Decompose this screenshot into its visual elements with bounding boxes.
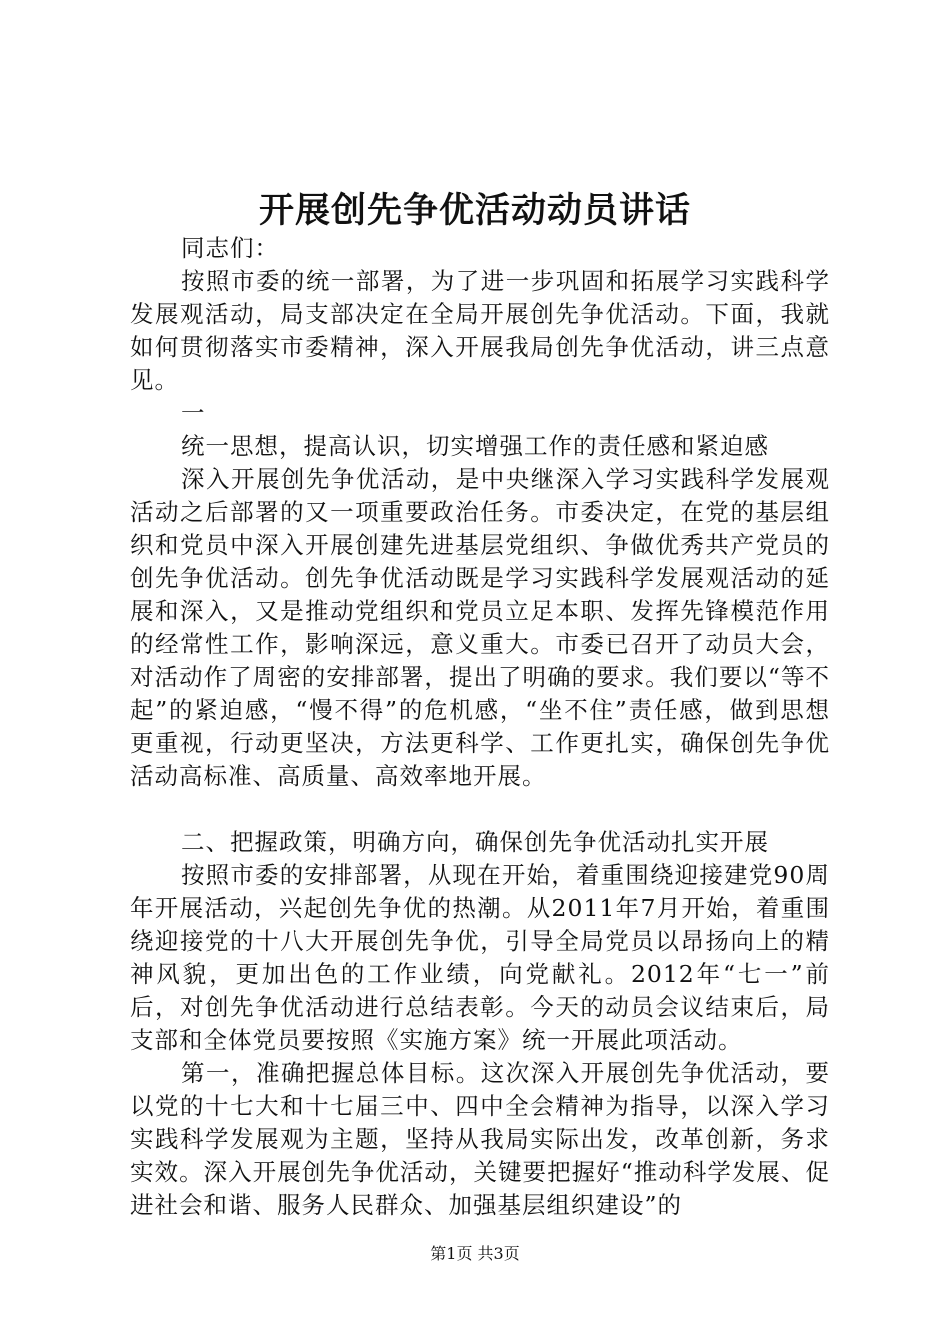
paragraph-first-point: 第一，准确把握总体目标。这次深入开展创先争优活动，要以党的十七大和十七届三中、四中全会精神为指导，以深入学习实践科学发展观为主题，坚持从我局实际出发，改革创新，务求实效。深入开展创先争优活动，关键要把握好“推动科学发展、促进社会和谐、服务人民群众、加强基层组织建设”的 (130, 1059, 830, 1219)
page-footer: 第1页 共3页 (430, 1244, 520, 1263)
section-heading-2: 二、把握政策，明确方向，确保创先争优活动扎实开展 (181, 828, 769, 856)
section-heading-1: 统一思想，提高认识，切实增强工作的责任感和紧迫感 (181, 432, 769, 460)
paragraph-section-2: 按照市委的安排部署，从现在开始，着重围绕迎接建党90周年开展活动，兴起创先争优的热潮。从2011年7月开始，着重围绕迎接党的十八大开展创先争优，引导全局党员以昂扬向上的精神风貌，更加出色的工作业绩，向党献礼。2012年“七一”前后，对创先争优活动进行总结表彰。今天的动员会议结束后，局支部和全体党员要按照《实施方案》统一开展此项活动。 (130, 861, 830, 1054)
document-body (130, 232, 830, 1222)
document-title: 开展创先争优活动动员讲话 (258, 190, 691, 231)
paragraph-section-1: 深入开展创先争优活动，是中央继深入学习实践科学发展观活动之后部署的又一项重要政治任务。市委决定，在党的基层组织和党员中深入开展创建先进基层党组织、争做优秀共产党员的创先争优活动。创先争优活动既是学习实践科学发展观活动的延展和深入，又是推动党组织和党员立足本职、发挥先锋模范作用的经常性工作，影响深远，意义重大。市委已召开了动员大会，对活动作了周密的安排部署，提出了明确的要求。我们要以“等不起”的紧迫感，“慢不得”的危机感，“坐不住”责任感，做到思想更重视，行动更坚决，方法更科学、工作更扎实，确保创先争优活动高标准、高质量、高效率地开展。 (130, 465, 830, 790)
section-number: 一 (181, 399, 206, 427)
salutation: 同志们： (181, 234, 279, 262)
blank-line (130, 793, 830, 826)
paragraph-intro: 按照市委的统一部署，为了进一步巩固和拓展学习实践科学发展观活动，局支部决定在全局开展创先争优活动。下面，我就如何贯彻落实市委精神，深入开展我局创先争优活动，讲三点意见。 (130, 267, 830, 394)
